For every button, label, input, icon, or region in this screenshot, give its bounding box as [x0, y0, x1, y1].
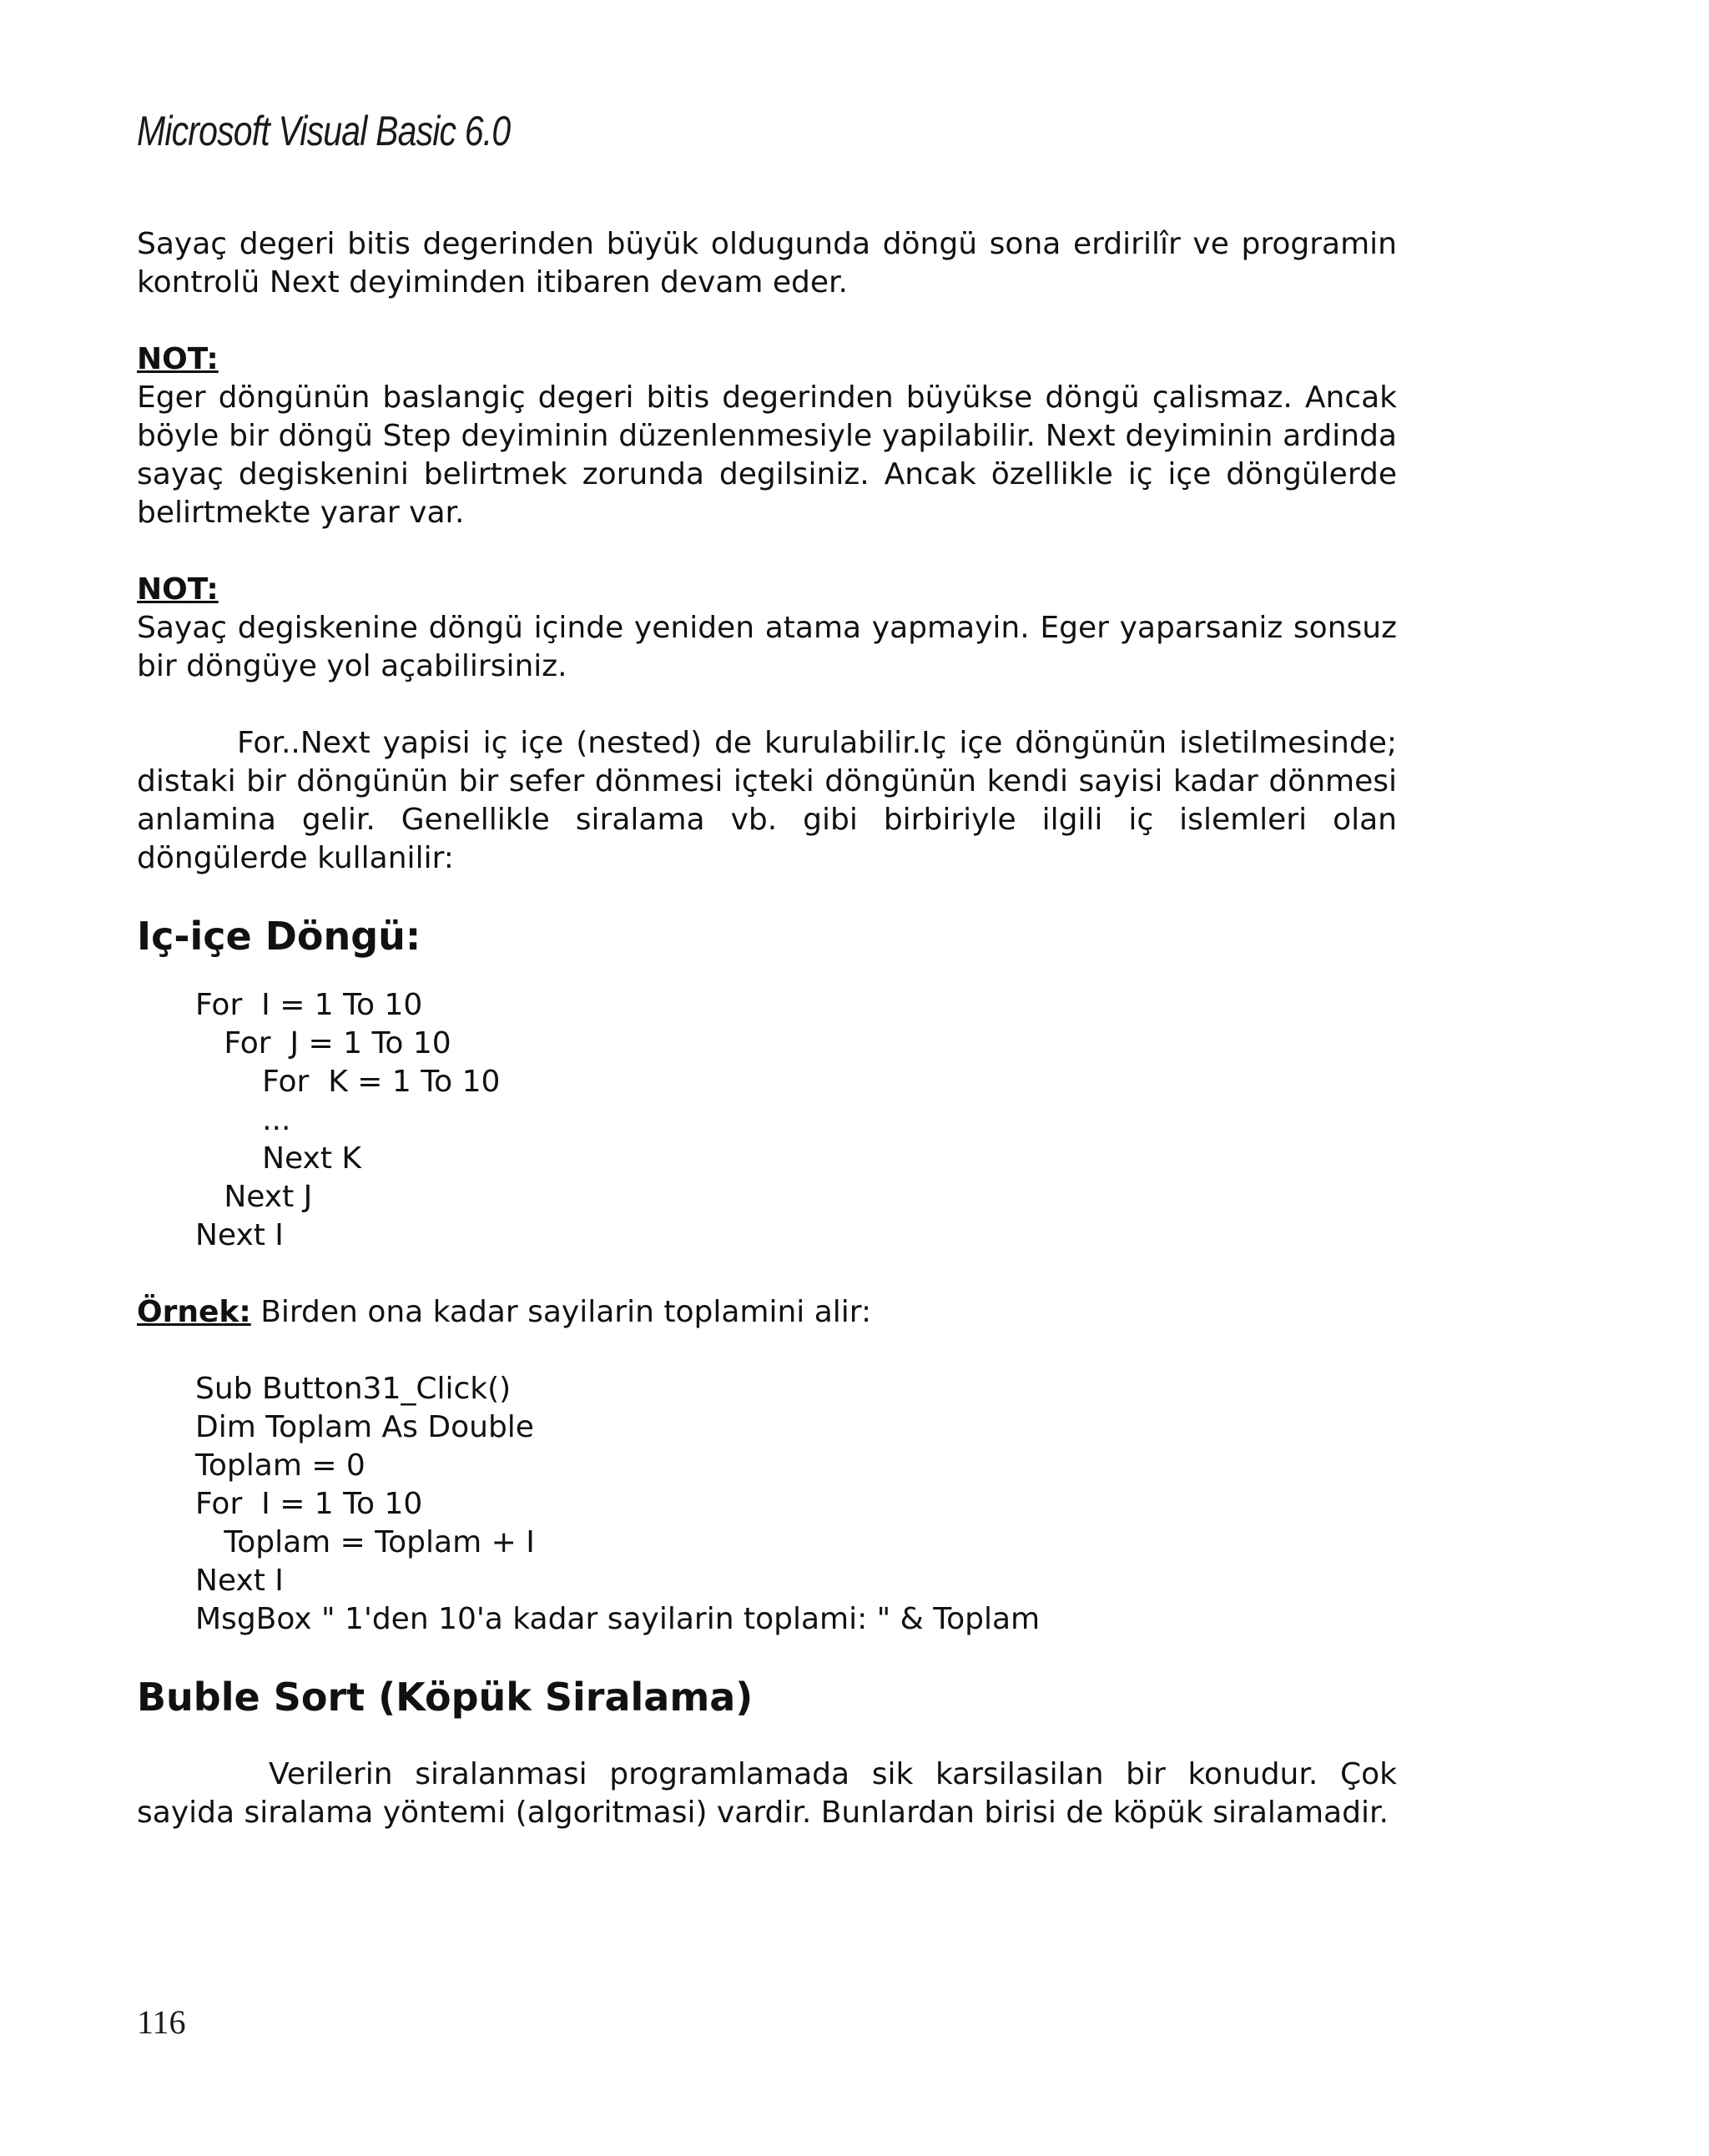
code-line: For J = 1 To 10 — [195, 1026, 451, 1060]
code-line: Next K — [195, 1141, 362, 1176]
code-line: ... — [195, 1103, 291, 1137]
note-text-2: Sayaç degiskenine döngü içinde yeniden atama yapmayin. Eger yaparsaniz sonsuz bir döngüye yol açabilirsiniz. — [137, 611, 1397, 683]
page-number: 116 — [137, 2003, 186, 2041]
code-line: Next I — [195, 1218, 284, 1252]
code-line: Dim Toplam As Double — [195, 1410, 534, 1444]
running-header: Microsoft Visual Basic 6.0 — [137, 108, 511, 154]
code-line: Next I — [195, 1564, 284, 1598]
code-line: For I = 1 To 10 — [195, 1487, 423, 1521]
paragraph-bubble-sort: Verilerin siralanmasi programlamada sik karsilasilan bir konudur. Çok sayida siralama yöntemi (algoritmasi) vardir. Bunlardan birisi de köpük siralamadir. — [137, 1757, 1397, 1830]
code-line: For K = 1 To 10 — [195, 1065, 501, 1099]
page-content — [137, 225, 1397, 1832]
example-intro — [137, 1293, 1397, 1332]
note-label-2: NOT: — [137, 572, 219, 607]
example-label: Örnek: — [137, 1295, 251, 1329]
note-label-1: NOT: — [137, 342, 219, 376]
section-heading-bubble-sort: Buble Sort (Köpük Siralama) — [137, 1675, 754, 1720]
code-line: Toplam = 0 — [195, 1448, 365, 1483]
paragraph-nested-intro: For..Next yapisi iç içe (nested) de kurulabilir.Iç içe döngünün isletilmesinde; distaki bir döngünün bir sefer dönmesi içteki döngünün kendi sayisi kadar dönmesi anlamina gelir. Genellikle siralama vb. gibi birbiriyle ilgili iç islemleri olan döngülerde kullanilir: — [137, 726, 1397, 875]
code-line: Next J — [195, 1180, 313, 1214]
code-block-nested-loop — [195, 986, 1397, 1255]
code-line: For I = 1 To 10 — [195, 988, 423, 1022]
note-text-1: Eger döngünün baslangiç degeri bitis degerinden büyükse döngü çalismaz. Ancak böyle bir döngü Step deyiminin düzenlenmesiyle yapilabilir. Next deyiminin ardinda sayaç degiskenini belirtmek zorunda degilsiniz. Ancak özellikle iç içe döngülerde belirtmekte yarar var. — [137, 380, 1397, 530]
section-heading-nested-loop: Iç-içe Döngü: — [137, 914, 421, 959]
paragraph-loop-end: Sayaç degeri bitis degerinden büyük oldugunda döngü sona erdirilîr ve programin kontrolü Next deyiminden itibaren devam eder. — [137, 227, 1397, 300]
code-line: Toplam = Toplam + I — [195, 1525, 535, 1559]
example-description: Birden ona kadar sayilarin toplamini alir: — [250, 1295, 872, 1329]
code-line: Sub Button31_Click() — [195, 1372, 512, 1406]
code-line: MsgBox " 1'den 10'a kadar sayilarin toplami: " & Toplam — [195, 1602, 1041, 1636]
code-block-example — [195, 1370, 1397, 1639]
